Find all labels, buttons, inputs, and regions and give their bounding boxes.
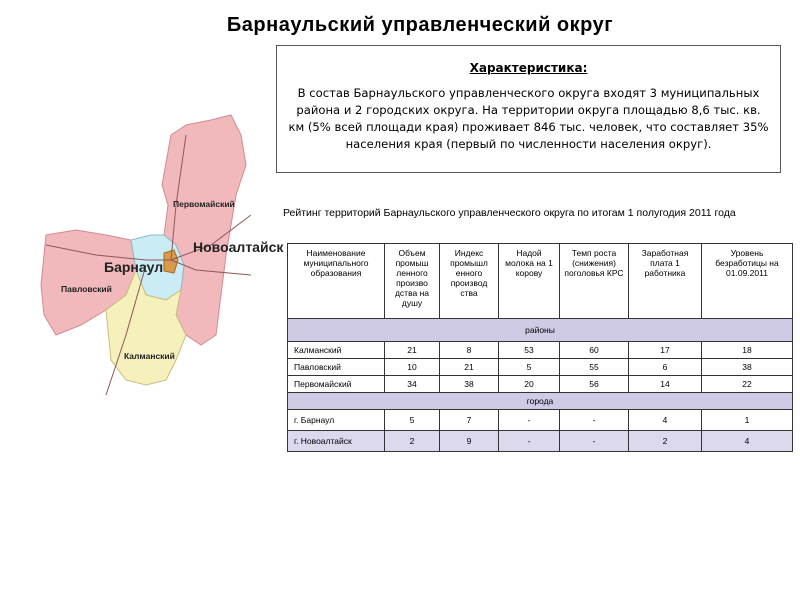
cell: 10 [385, 359, 440, 376]
cell: 5 [499, 359, 560, 376]
cell: - [560, 410, 629, 431]
section-label: города [288, 393, 793, 410]
cell: 4 [702, 431, 793, 452]
cell: 21 [440, 359, 499, 376]
row-name: Калманский [288, 342, 385, 359]
cell: 6 [629, 359, 702, 376]
row-name: Павловский [288, 359, 385, 376]
cell: 2 [629, 431, 702, 452]
col-header: Надой молока на 1 корову [499, 244, 560, 319]
col-header: Индекс промышл енного производ ства [440, 244, 499, 319]
page-title: Барнаульский управленческий округ [226, 14, 614, 36]
table-row [288, 410, 793, 431]
characteristics-box [276, 45, 781, 173]
cell: 4 [629, 410, 702, 431]
cell: 14 [629, 376, 702, 393]
cell: 53 [499, 342, 560, 359]
col-header: Наименование муниципального образования [288, 244, 385, 319]
map-label-novoaltaysk: Новоалтайск [193, 239, 284, 255]
cell: 56 [560, 376, 629, 393]
col-header: Заработная плата 1 работника [629, 244, 702, 319]
cell: 22 [702, 376, 793, 393]
cell: 7 [440, 410, 499, 431]
cell: 1 [702, 410, 793, 431]
district-map [36, 95, 296, 400]
section-row-districts [288, 319, 793, 342]
cell: 60 [560, 342, 629, 359]
table-row [288, 359, 793, 376]
characteristics-heading: Характеристика: [469, 61, 588, 75]
map-label-pavlovsky: Павловский [61, 284, 112, 294]
cell: 20 [499, 376, 560, 393]
cell: - [560, 431, 629, 452]
cell: 21 [385, 342, 440, 359]
cell: 55 [560, 359, 629, 376]
characteristics-text: В состав Барнаульского управленческого округа входят 3 муниципальных района и 2 городских округа. На территории округа площадью 8,6 тыс. кв. км (5% всей площади края) проживает 846 тыс. человек, что составляет 35% населения края (первый по численности населения округ). [288, 86, 769, 151]
cell: - [499, 431, 560, 452]
rating-title: Рейтинг территорий Барнаульского управленческого округа по итогам 1 полугодия 2011 года [283, 207, 736, 219]
col-header: Объем промыш ленного произво дства на душу [385, 244, 440, 319]
cell: 2 [385, 431, 440, 452]
map-label-pervomaysky: Первомайский [173, 199, 235, 209]
row-name: Первомайский [288, 376, 385, 393]
col-header: Темп роста (снижения) поголовья КРС [560, 244, 629, 319]
map-label-kalmansky: Калманский [124, 351, 175, 361]
cell: - [499, 410, 560, 431]
cell: 17 [629, 342, 702, 359]
cell: 5 [385, 410, 440, 431]
map-label-barnaul: Барнаул [104, 259, 164, 275]
cell: 38 [440, 376, 499, 393]
cell: 18 [702, 342, 793, 359]
col-header: Уровень безработицы на 01.09.2011 [702, 244, 793, 319]
section-row-cities [288, 393, 793, 410]
cell: 38 [702, 359, 793, 376]
rating-table [287, 243, 793, 452]
table-header-row [288, 244, 793, 319]
table-row [288, 342, 793, 359]
table-row [288, 431, 793, 452]
cell: 8 [440, 342, 499, 359]
cell: 34 [385, 376, 440, 393]
table-row [288, 376, 793, 393]
row-name: г. Новоалтайск [288, 431, 385, 452]
row-name: г. Барнаул [288, 410, 385, 431]
section-label: районы [288, 319, 793, 342]
cell: 9 [440, 431, 499, 452]
